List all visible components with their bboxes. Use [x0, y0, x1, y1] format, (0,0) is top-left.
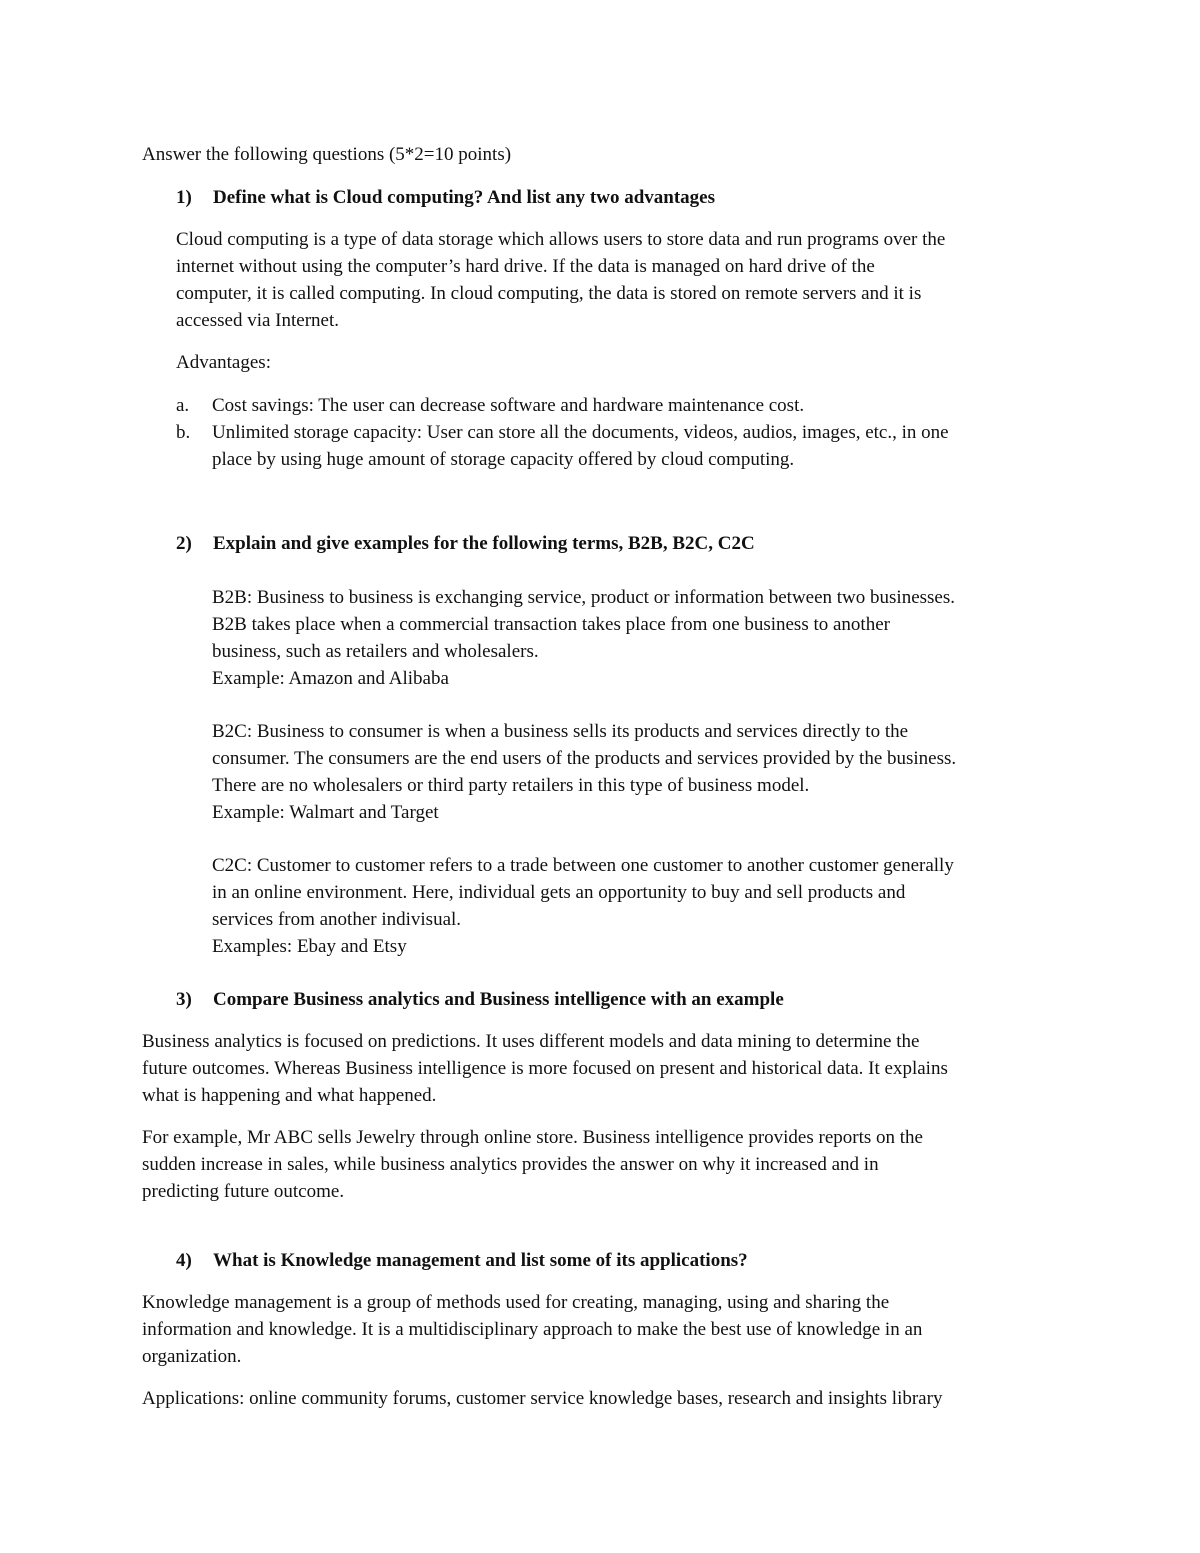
c2c-example: Examples: Ebay and Etsy: [212, 936, 407, 957]
q3-number: 3): [176, 989, 192, 1010]
q1-answer-line: internet without using the computer’s hard drive. If the data is managed on hard drive of the: [176, 256, 875, 277]
c2c-line: in an online environment. Here, individual gets an opportunity to buy and sell products and: [212, 882, 906, 903]
q1-heading-text: Define what is Cloud computing? And list any two advantages: [213, 187, 715, 208]
q4-paragraph-1: [142, 1289, 922, 1370]
c2c-definition: [212, 852, 954, 960]
list-marker: a.: [176, 395, 190, 416]
intro-text: Answer the following questions (5*2=10 points): [142, 144, 512, 165]
q3-line: Business analytics is focused on predictions. It uses different models and data mining to determine the: [142, 1031, 920, 1052]
b2c-line: B2C: Business to consumer is when a business sells its products and services directly to the: [212, 721, 909, 742]
advantage-text: place by using huge amount of storage capacity offered by cloud computing.: [212, 449, 795, 470]
q3-paragraph-2: [142, 1124, 923, 1205]
q3-line: predicting future outcome.: [142, 1181, 345, 1202]
q3-line: future outcomes. Whereas Business intelligence is more focused on present and historical data. It explains: [142, 1058, 948, 1079]
b2b-line: B2B: Business to business is exchanging service, product or information between two businesses.: [212, 587, 956, 608]
c2c-line: services from another indivisual.: [212, 909, 462, 930]
b2c-line: consumer. The consumers are the end users of the products and services provided by the business.: [212, 748, 957, 769]
advantage-text: Unlimited storage capacity: User can store all the documents, videos, audios, images, etc., in one: [212, 422, 949, 443]
b2c-definition: [212, 718, 956, 826]
q2-heading-text: Explain and give examples for the following terms, B2B, B2C, C2C: [213, 533, 755, 554]
advantages-label: Advantages:: [176, 352, 271, 373]
q1-answer-line: Cloud computing is a type of data storage which allows users to store data and run programs over the: [176, 229, 946, 250]
b2c-example: Example: Walmart and Target: [212, 802, 439, 823]
q4-line: Knowledge management is a group of methods used for creating, managing, using and sharing the: [142, 1292, 890, 1313]
q3-line: what is happening and what happened.: [142, 1085, 437, 1106]
c2c-line: C2C: Customer to customer refers to a trade between one customer to another customer generally: [212, 855, 954, 876]
q4-applications: Applications: online community forums, customer service knowledge bases, research and insights library: [142, 1388, 943, 1409]
q1-answer-line: computer, it is called computing. In cloud computing, the data is stored on remote servers and it is: [176, 283, 922, 304]
advantage-text: Cost savings: The user can decrease software and hardware maintenance cost.: [212, 395, 805, 416]
q1-answer: [176, 226, 945, 334]
q4-heading-text: What is Knowledge management and list some of its applications?: [213, 1250, 748, 1271]
q3-line: For example, Mr ABC sells Jewelry through online store. Business intelligence provides reports on the: [142, 1127, 923, 1148]
q4-line: organization.: [142, 1346, 242, 1367]
list-marker: b.: [176, 422, 191, 443]
b2b-example: Example: Amazon and Alibaba: [212, 668, 449, 689]
b2b-line: B2B takes place when a commercial transaction takes place from one business to another: [212, 614, 890, 635]
q3-line: sudden increase in sales, while business analytics provides the answer on why it increased and in: [142, 1154, 879, 1175]
q3-heading-text: Compare Business analytics and Business intelligence with an example: [213, 989, 784, 1010]
q1-answer-line: accessed via Internet.: [176, 310, 339, 331]
q2-number: 2): [176, 533, 192, 554]
q1-number: 1): [176, 187, 192, 208]
b2c-line: There are no wholesalers or third party retailers in this type of business model.: [212, 775, 810, 796]
q4-line: information and knowledge. It is a multidisciplinary approach to make the best use of knowledge in an: [142, 1319, 923, 1340]
q3-paragraph-1: [142, 1028, 948, 1109]
b2b-definition: [212, 584, 955, 692]
b2b-line: business, such as retailers and wholesalers.: [212, 641, 539, 662]
q4-number: 4): [176, 1250, 192, 1271]
